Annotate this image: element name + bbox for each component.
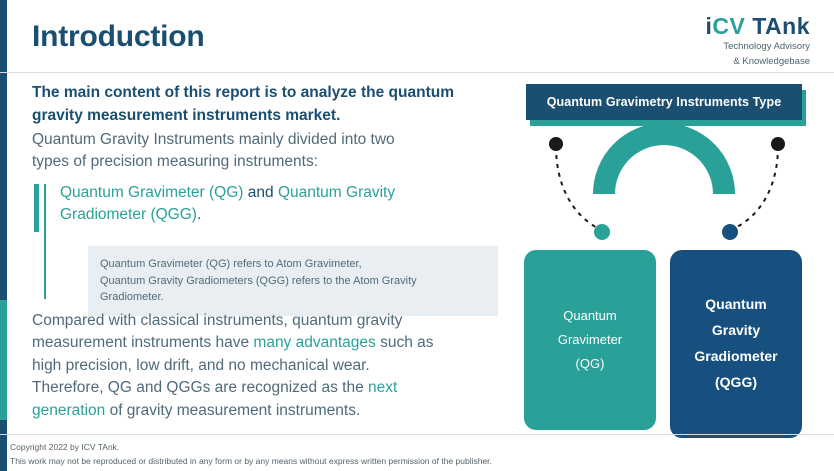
note-line-2: Quantum Gravity Gradiometers (QGG) refers to the Atom Gravity bbox=[100, 274, 417, 287]
logo-suffix: TAnk bbox=[745, 13, 810, 39]
logo-tagline-line1: Technology Advisory bbox=[723, 41, 810, 53]
lead-line-1: The main content of this report is to analyze the quantum bbox=[32, 84, 454, 101]
footer-divider bbox=[0, 434, 834, 435]
logo-prefix: i bbox=[705, 13, 713, 39]
summary-seg-2: measurement instruments have bbox=[32, 334, 254, 352]
logo-wordmark bbox=[705, 14, 810, 38]
node-right-line-4: (QGG) bbox=[715, 373, 757, 390]
node-left-line-1: Quantum bbox=[563, 307, 617, 323]
teal-arc bbox=[604, 134, 724, 194]
callout-term-qgg-line2: Gradiometer (QGG) bbox=[60, 206, 197, 223]
diagram-header-chip bbox=[526, 84, 802, 120]
intro-line-1: Quantum Gravity Instruments mainly divided into two bbox=[32, 130, 395, 148]
callout-period: . bbox=[196, 206, 202, 223]
callout-bar-thin bbox=[44, 184, 46, 299]
logo-tagline-line2: & Knowledgebase bbox=[733, 56, 810, 68]
summary-highlight-next: next bbox=[368, 379, 398, 397]
footer-line-1: Copyright 2022 by ICV TAnk. bbox=[10, 442, 120, 452]
logo-accent: CV bbox=[712, 13, 746, 39]
left-accent-bar-teal bbox=[0, 300, 7, 420]
title-divider bbox=[0, 72, 834, 73]
brand-logo bbox=[705, 14, 810, 68]
callout-text bbox=[60, 182, 510, 226]
definition-note-box bbox=[88, 246, 498, 316]
callout-conjunction: and bbox=[243, 184, 278, 201]
dot-top-right bbox=[771, 137, 785, 151]
note-line-1: Quantum Gravimeter (QG) refers to Atom Gravimeter, bbox=[100, 258, 362, 270]
summary-seg-4: high precision, low drift, and no mechanical wear. bbox=[32, 356, 370, 374]
dot-node-right bbox=[722, 224, 738, 240]
callout-term-qgg-line1: Quantum Gravity bbox=[277, 184, 396, 201]
dashed-line-right bbox=[730, 146, 778, 230]
summary-paragraph bbox=[32, 310, 510, 422]
summary-seg-3: such as bbox=[375, 334, 434, 352]
node-left-line-2: Gravimeter bbox=[557, 331, 623, 347]
node-right-line-3: Gradiometer bbox=[694, 348, 778, 364]
diagram-container bbox=[512, 78, 822, 438]
summary-highlight-generation: generation bbox=[32, 401, 106, 419]
node-left-line-3: (QG) bbox=[575, 356, 605, 372]
summary-seg-6: of gravity measurement instruments. bbox=[105, 401, 361, 419]
footer-copyright bbox=[10, 441, 492, 468]
intro-line-2: types of precision measuring instruments: bbox=[32, 152, 319, 170]
callout-term-qg: Quantum Gravimeter (QG) bbox=[60, 184, 244, 201]
dot-node-left bbox=[594, 224, 610, 240]
summary-seg-5: Therefore, QG and QGGs are recognized as the bbox=[32, 379, 368, 397]
node-quantum-gravimeter[interactable] bbox=[524, 250, 656, 430]
page-title: Introduction bbox=[32, 20, 205, 53]
footer-line-2: This work may not be reproduced or distributed in any form or by any means without express written permission of the publisher. bbox=[10, 455, 492, 466]
callout-block bbox=[32, 182, 510, 304]
node-quantum-gravity-gradiometer[interactable] bbox=[670, 250, 802, 438]
summary-highlight-advantages: many advantages bbox=[253, 334, 376, 352]
summary-seg-1: Compared with classical instruments, quantum gravity bbox=[32, 312, 403, 329]
callout-bar-thick bbox=[34, 184, 39, 232]
lead-line-2: gravity measurement instruments market. bbox=[32, 107, 341, 125]
dot-top-left bbox=[549, 137, 563, 151]
diagram-header-label: Quantum Gravimetry Instruments Type bbox=[546, 95, 782, 109]
node-right-line-1: Quantum bbox=[705, 296, 767, 313]
note-line-3: Gradiometer. bbox=[100, 291, 164, 304]
node-right-line-2: Gravity bbox=[711, 322, 761, 339]
body-text-block bbox=[32, 82, 510, 173]
